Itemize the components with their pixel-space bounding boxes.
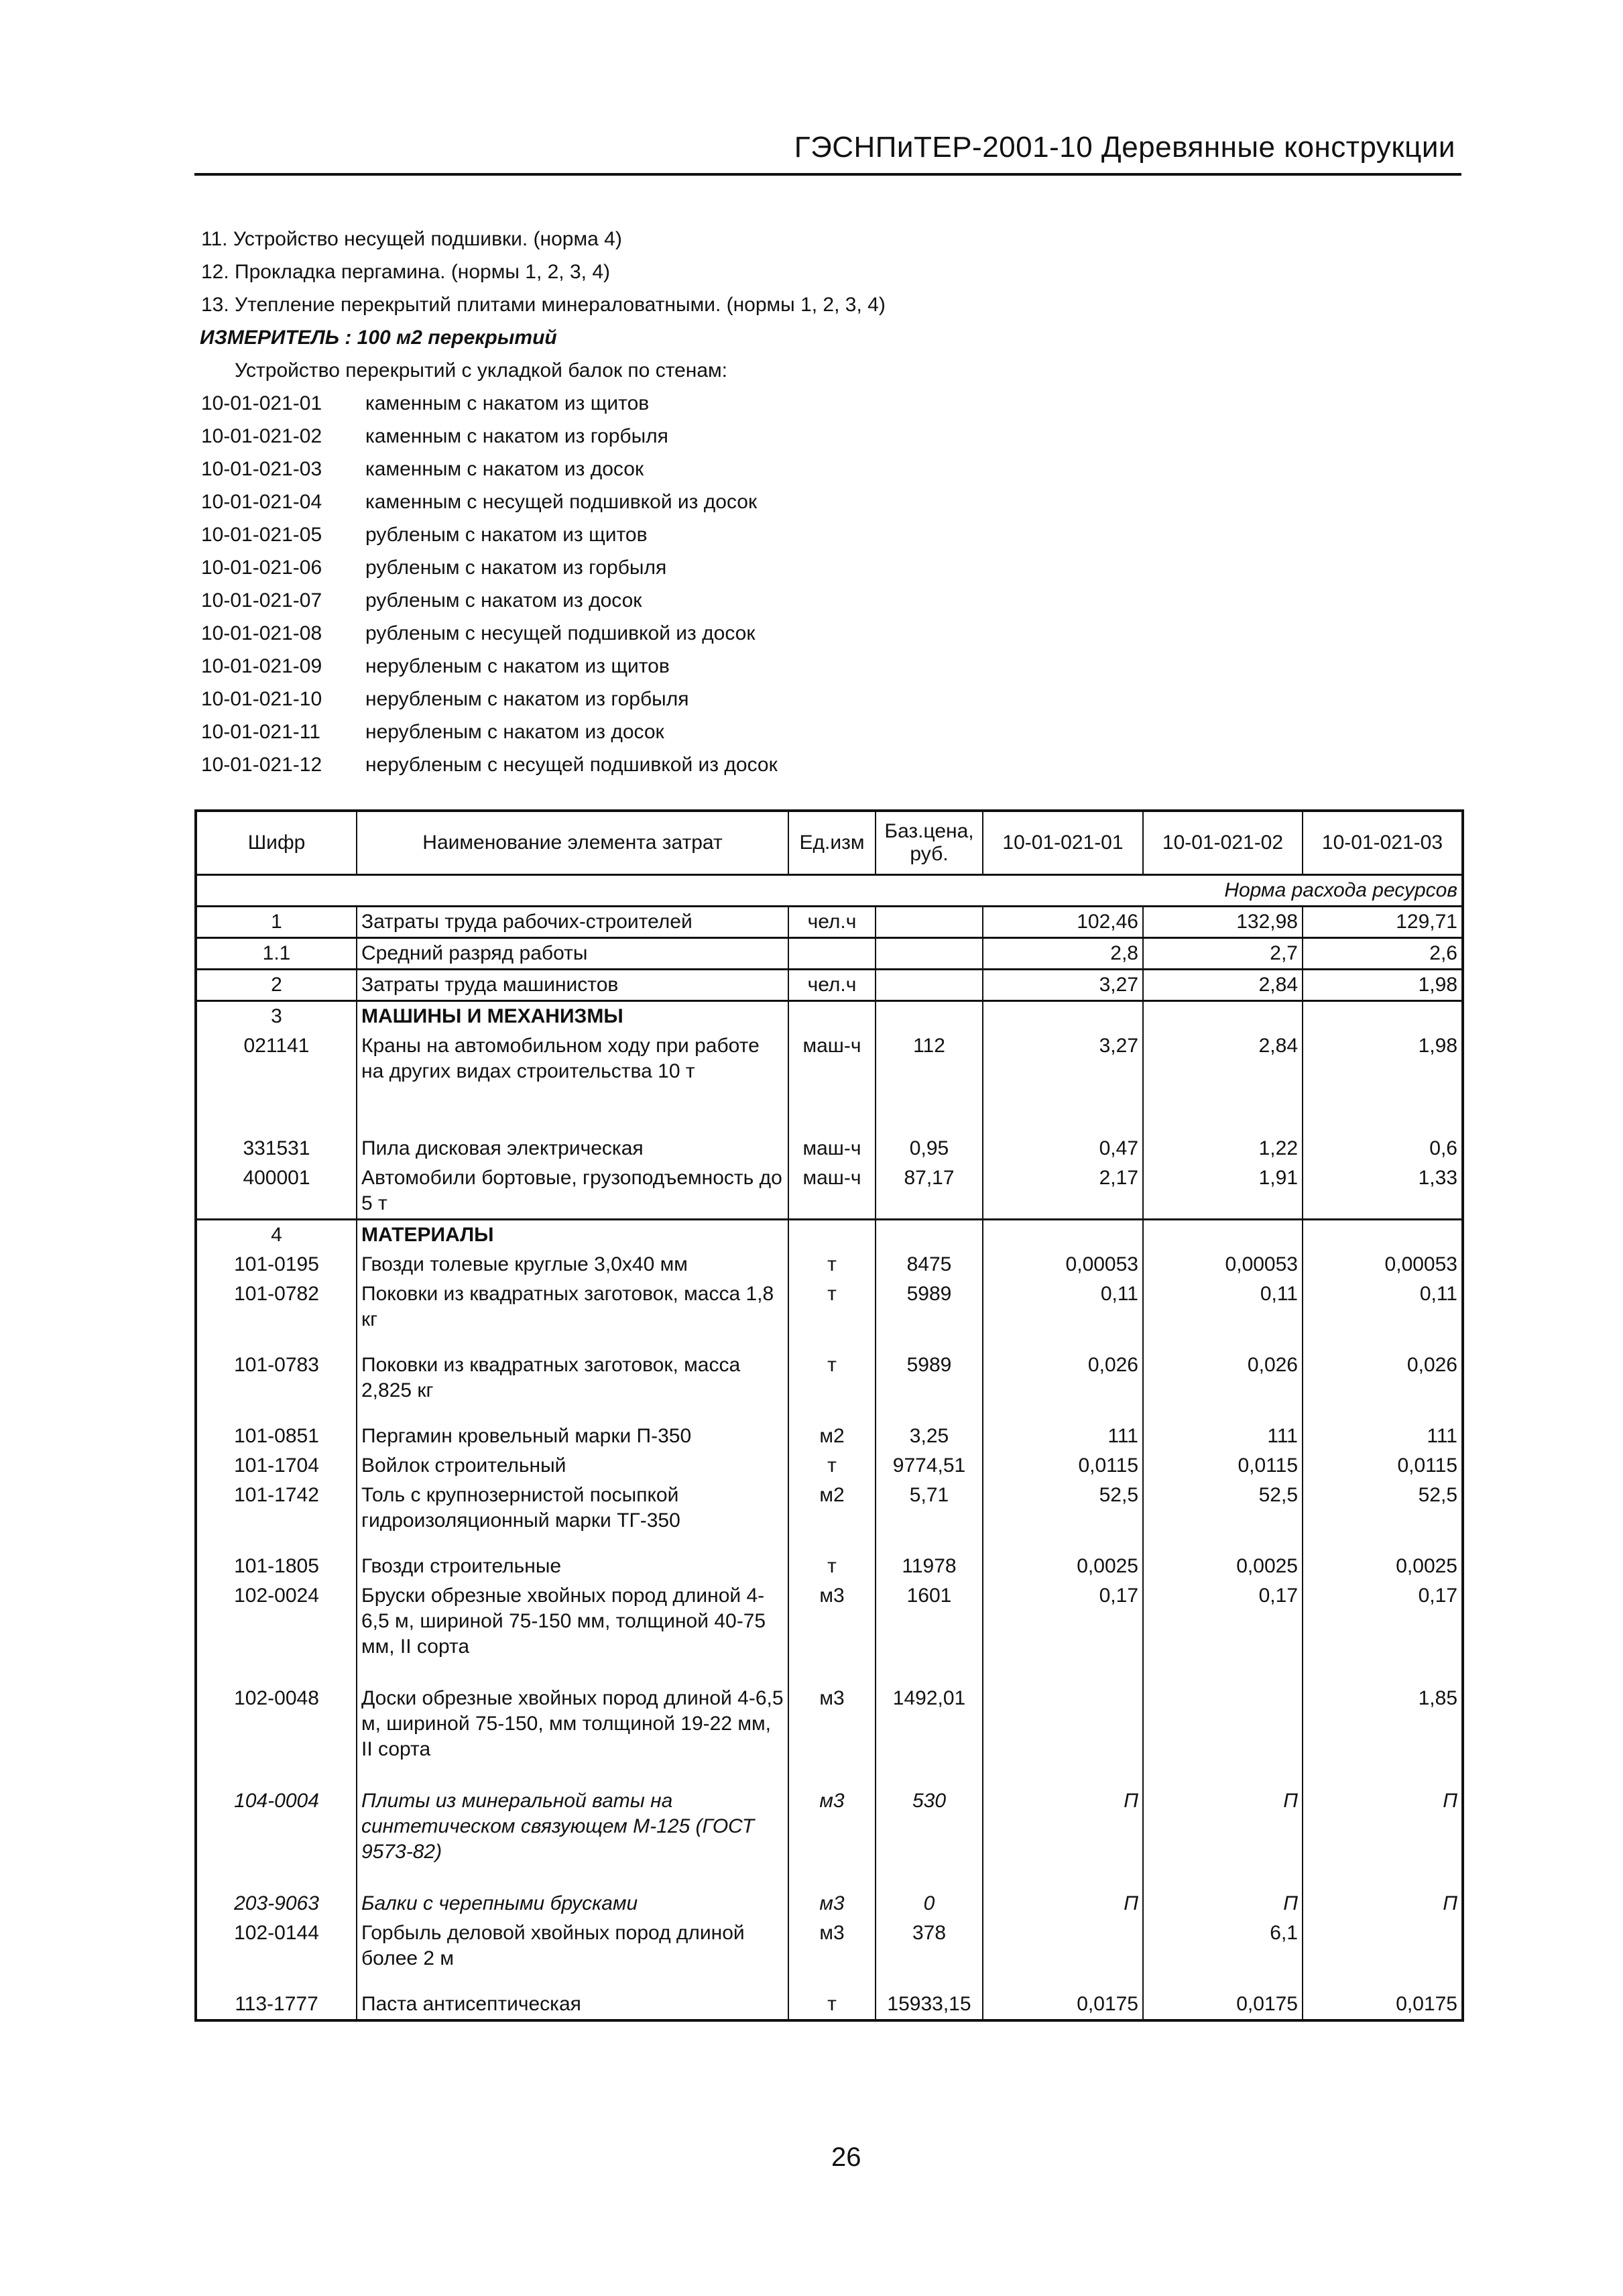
cell-unit: чел.ч: [788, 907, 876, 938]
cell-norm-3: 0,11: [1303, 1279, 1463, 1351]
norm-code: 10-01-021-09: [201, 655, 322, 677]
cell-norm-1: 0,00053: [983, 1250, 1143, 1279]
norm-list: [201, 387, 886, 781]
table-row: [196, 1134, 1463, 1163]
norm-list-item: [201, 617, 886, 650]
cell-code: 104-0004: [196, 1786, 357, 1889]
norm-description: нерубленым с накатом из щитов: [365, 655, 670, 677]
table-row: [196, 1351, 1463, 1422]
cell-norm-3: 1,33: [1303, 1163, 1463, 1220]
cell-name: Средний разряд работы: [357, 938, 788, 970]
cell-unit: м3: [788, 1786, 876, 1889]
cell-unit: т: [788, 1250, 876, 1279]
norm-code: 10-01-021-11: [201, 721, 320, 743]
cell-norm-3: 0,0025: [1303, 1552, 1463, 1581]
cell-price: 0,95: [876, 1134, 983, 1163]
norm-code: 10-01-021-01: [201, 392, 322, 414]
cell-unit: м3: [788, 1684, 876, 1786]
cell-norm-2: П: [1143, 1786, 1303, 1889]
cell-norm-1: [983, 1918, 1143, 1990]
norm-description: каменным с накатом из щитов: [365, 392, 650, 414]
cell-norm-1: 0,0175: [983, 1990, 1143, 2020]
cell-code: 400001: [196, 1163, 357, 1220]
cell-code: 101-1742: [196, 1481, 357, 1552]
cell-code: 203-9063: [196, 1889, 357, 1918]
cell-price: 15933,15: [876, 1990, 983, 2020]
table-row: [196, 1581, 1463, 1684]
table-row: [196, 1684, 1463, 1786]
norm-description: рубленым с накатом из щитов: [365, 524, 648, 546]
cell-norm-1: 102,46: [983, 907, 1143, 938]
cell-norm-1: 3,27: [983, 1031, 1143, 1134]
norm-list-item: [201, 584, 886, 617]
cell-norm-2: 0,00053: [1143, 1250, 1303, 1279]
table-row: [196, 1001, 1463, 1032]
cell-price: 1492,01: [876, 1684, 983, 1786]
cell-norm-2: 6,1: [1143, 1918, 1303, 1990]
cell-norm-3: [1303, 1918, 1463, 1990]
norm-list-item: [201, 715, 886, 748]
cell-price: 5989: [876, 1351, 983, 1422]
cell-price: 530: [876, 1786, 983, 1889]
cell-norm-3: 1,98: [1303, 1031, 1463, 1134]
cell-price: [876, 938, 983, 970]
cell-norm-1: 3,27: [983, 970, 1143, 1001]
cell-norm-3: 2,6: [1303, 938, 1463, 970]
cell-code: 021141: [196, 1031, 357, 1134]
cell-norm-3: 0,0175: [1303, 1990, 1463, 2020]
cell-unit: м3: [788, 1889, 876, 1918]
cell-norm-2: 0,0115: [1143, 1451, 1303, 1481]
norm-list-item: [201, 748, 886, 781]
cell-norm-3: 0,6: [1303, 1134, 1463, 1163]
cell-code: 101-0782: [196, 1279, 357, 1351]
table-row: [196, 1250, 1463, 1279]
cell-name: Пила дисковая электрическая: [357, 1134, 788, 1163]
table-row: [196, 1918, 1463, 1990]
cell-norm-3: П: [1303, 1786, 1463, 1889]
norm-description: нерубленым с несущей подшивкой из досок: [365, 754, 778, 776]
cell-code: 101-1805: [196, 1552, 357, 1581]
table-row: [196, 1031, 1463, 1134]
cell-price: 0: [876, 1889, 983, 1918]
cell-name: Балки с черепными брусками: [357, 1889, 788, 1918]
cell-code: 101-0851: [196, 1422, 357, 1451]
cell-name: МАТЕРИАЛЫ: [357, 1220, 788, 1251]
norm-list-item: [201, 683, 886, 715]
norm-code: 10-01-021-08: [201, 622, 322, 644]
norm-code: 10-01-021-02: [201, 425, 322, 447]
resource-table: [194, 809, 1464, 2022]
cell-name: Затраты труда рабочих-строителей: [357, 907, 788, 938]
cell-norm-1: 0,026: [983, 1351, 1143, 1422]
col-header-unit: Ед.изм: [788, 811, 876, 875]
table-row: [196, 1422, 1463, 1451]
cell-norm-3: [1303, 1001, 1463, 1032]
norm-code: 10-01-021-05: [201, 524, 322, 546]
cell-code: 3: [196, 1001, 357, 1032]
cell-unit: м2: [788, 1422, 876, 1451]
cell-name: Поковки из квадратных заготовок, масса 1,8 кг: [357, 1279, 788, 1351]
cell-norm-3: 52,5: [1303, 1481, 1463, 1552]
cell-norm-1: 2,8: [983, 938, 1143, 970]
cell-code: 102-0024: [196, 1581, 357, 1684]
cell-norm-3: 1,98: [1303, 970, 1463, 1001]
col-header-norm-3: 10-01-021-03: [1303, 811, 1463, 875]
table-row: [196, 1481, 1463, 1552]
col-header-price: Баз.цена, руб.: [876, 811, 983, 875]
col-header-code: Шифр: [196, 811, 357, 875]
cell-name: Войлок строительный: [357, 1451, 788, 1481]
cell-unit: маш-ч: [788, 1163, 876, 1220]
cell-norm-2: [1143, 1001, 1303, 1032]
cell-unit: маш-ч: [788, 1031, 876, 1134]
cell-norm-2: 0,11: [1143, 1279, 1303, 1351]
cell-norm-3: [1303, 1220, 1463, 1251]
cell-unit: т: [788, 1279, 876, 1351]
cell-unit: т: [788, 1552, 876, 1581]
intro-item: 13. Утепление перекрытий плитами минераловатными. (нормы 1, 2, 3, 4): [201, 294, 886, 316]
cell-price: 112: [876, 1031, 983, 1134]
cell-unit: м3: [788, 1918, 876, 1990]
cell-name: Горбыль деловой хвойных пород длиной более 2 м: [357, 1918, 788, 1990]
table-row: [196, 1552, 1463, 1581]
norm-code: 10-01-021-10: [201, 688, 322, 710]
cell-code: 331531: [196, 1134, 357, 1163]
cell-norm-2: 2,84: [1143, 970, 1303, 1001]
cell-code: 2: [196, 970, 357, 1001]
table-row: [196, 1220, 1463, 1251]
cell-name: Плиты из минеральной ваты на синтетическом связующем М-125 (ГОСТ 9573-82): [357, 1786, 788, 1889]
cell-norm-2: [1143, 1220, 1303, 1251]
cell-name: Гвозди строительные: [357, 1552, 788, 1581]
cell-name: Затраты труда машинистов: [357, 970, 788, 1001]
cell-name: Поковки из квадратных заготовок, масса 2,825 кг: [357, 1351, 788, 1422]
cell-norm-1: 0,0025: [983, 1552, 1143, 1581]
cell-code: 101-1704: [196, 1451, 357, 1481]
cell-price: 87,17: [876, 1163, 983, 1220]
table-body: [196, 907, 1463, 2021]
cell-name: Паста антисептическая: [357, 1990, 788, 2020]
intro-item: 12. Прокладка пергамина. (нормы 1, 2, 3, 4): [201, 261, 611, 283]
cell-norm-3: П: [1303, 1889, 1463, 1918]
norm-description: рубленым с несущей подшивкой из досок: [365, 622, 756, 644]
cell-norm-3: 111: [1303, 1422, 1463, 1451]
norm-code: 10-01-021-12: [201, 754, 322, 776]
cell-norm-2: 0,0175: [1143, 1990, 1303, 2020]
cell-norm-2: 52,5: [1143, 1481, 1303, 1552]
cell-unit: м2: [788, 1481, 876, 1552]
norm-code: 10-01-021-07: [201, 589, 322, 612]
cell-norm-3: 0,0115: [1303, 1451, 1463, 1481]
table-row: [196, 938, 1463, 970]
cell-code: 102-0144: [196, 1918, 357, 1990]
col-header-name: Наименование элемента затрат: [357, 811, 788, 875]
norm-description: каменным с несущей подшивкой из досок: [365, 491, 758, 513]
norm-code: 10-01-021-06: [201, 557, 322, 579]
cell-norm-2: 2,84: [1143, 1031, 1303, 1134]
cell-price: [876, 1001, 983, 1032]
norm-description: рубленым с накатом из горбыля: [365, 557, 667, 579]
norm-description: нерубленым с накатом из горбыля: [365, 688, 689, 710]
cell-norm-1: [983, 1684, 1143, 1786]
cell-price: 5989: [876, 1279, 983, 1351]
norm-description: нерубленым с накатом из досок: [365, 721, 664, 743]
norm-list-item: [201, 518, 886, 551]
norm-description: рубленым с накатом из досок: [365, 589, 642, 612]
cell-price: 1601: [876, 1581, 983, 1684]
col-header-norm-1: 10-01-021-01: [983, 811, 1143, 875]
intro-subtitle: Устройство перекрытий с укладкой балок по стенам:: [235, 359, 727, 382]
cell-unit: м3: [788, 1581, 876, 1684]
norm-label-row: [196, 875, 1463, 907]
cell-code: 1.1: [196, 938, 357, 970]
norm-description: каменным с накатом из досок: [365, 458, 644, 480]
cell-norm-1: 0,11: [983, 1279, 1143, 1351]
cell-norm-2: 132,98: [1143, 907, 1303, 938]
intro-block: [201, 223, 886, 781]
cell-name: Автомобили бортовые, грузоподъемность до 5 т: [357, 1163, 788, 1220]
cell-norm-1: 2,17: [983, 1163, 1143, 1220]
cell-norm-2: 0,17: [1143, 1581, 1303, 1684]
table-row: [196, 1279, 1463, 1351]
table-header-row: [196, 811, 1463, 875]
cell-price: 378: [876, 1918, 983, 1990]
cell-norm-1: [983, 1001, 1143, 1032]
cell-name: Пергамин кровельный марки П-350: [357, 1422, 788, 1451]
cell-unit: т: [788, 1990, 876, 2020]
norm-description: каменным с накатом из горбыля: [365, 425, 668, 447]
cell-norm-2: 0,0025: [1143, 1552, 1303, 1581]
table-row: [196, 1163, 1463, 1220]
norm-list-item: [201, 453, 886, 485]
norm-label: Норма расхода ресурсов: [196, 875, 1463, 907]
cell-norm-1: 52,5: [983, 1481, 1143, 1552]
cell-norm-1: 0,17: [983, 1581, 1143, 1684]
cell-code: 113-1777: [196, 1990, 357, 2020]
cell-name: Толь с крупнозернистой посыпкой гидроизоляционный марки ТГ-350: [357, 1481, 788, 1552]
measurement-unit: ИЗМЕРИТЕЛЬ : 100 м2 перекрытий: [200, 327, 557, 349]
cell-unit: т: [788, 1351, 876, 1422]
cell-norm-1: 0,0115: [983, 1451, 1143, 1481]
cell-norm-2: 2,7: [1143, 938, 1303, 970]
cell-norm-2: 0,026: [1143, 1351, 1303, 1422]
cell-code: 102-0048: [196, 1684, 357, 1786]
table-row: [196, 1889, 1463, 1918]
col-header-norm-2: 10-01-021-02: [1143, 811, 1303, 875]
cell-price: [876, 907, 983, 938]
norm-list-item: [201, 387, 886, 420]
norm-list-item: [201, 485, 886, 518]
cell-price: 3,25: [876, 1422, 983, 1451]
table-row: [196, 1451, 1463, 1481]
cell-norm-1: П: [983, 1786, 1143, 1889]
cell-norm-3: 0,17: [1303, 1581, 1463, 1684]
cell-code: 1: [196, 907, 357, 938]
cell-unit: т: [788, 1451, 876, 1481]
cell-norm-3: 0,026: [1303, 1351, 1463, 1422]
cell-code: 101-0195: [196, 1250, 357, 1279]
cell-norm-2: 111: [1143, 1422, 1303, 1451]
cell-price: [876, 970, 983, 1001]
cell-price: 8475: [876, 1250, 983, 1279]
table-row: [196, 1786, 1463, 1889]
cell-price: 5,71: [876, 1481, 983, 1552]
norm-list-item: [201, 420, 886, 453]
cell-price: 11978: [876, 1552, 983, 1581]
norm-list-item: [201, 650, 886, 683]
cell-name: Бруски обрезные хвойных пород длиной 4-6,5 м, шириной 75-150 мм, толщиной 40-75 мм, II сорта: [357, 1581, 788, 1684]
cell-norm-1: 0,47: [983, 1134, 1143, 1163]
table-row: [196, 970, 1463, 1001]
cell-name: Доски обрезные хвойных пород длиной 4-6,5 м, шириной 75-150, мм толщиной 19-22 мм, II сорта: [357, 1684, 788, 1786]
norm-list-item: [201, 551, 886, 584]
table-row: [196, 1990, 1463, 2020]
cell-unit: маш-ч: [788, 1134, 876, 1163]
cell-norm-3: 1,85: [1303, 1684, 1463, 1786]
cell-name: МАШИНЫ И МЕХАНИЗМЫ: [357, 1001, 788, 1032]
intro-item: 11. Устройство несущей подшивки. (норма 4): [201, 228, 622, 250]
page-header-title: ГЭСНПиТЕР-2001-10 Деревянные конструкции: [794, 131, 1455, 164]
norm-code: 10-01-021-04: [201, 491, 322, 513]
cell-norm-1: 111: [983, 1422, 1143, 1451]
cell-price: 9774,51: [876, 1451, 983, 1481]
cell-unit: чел.ч: [788, 970, 876, 1001]
table-row: [196, 907, 1463, 938]
page-number: 26: [831, 2142, 861, 2172]
cell-name: Гвозди толевые круглые 3,0х40 мм: [357, 1250, 788, 1279]
norm-code: 10-01-021-03: [201, 458, 322, 480]
cell-norm-2: 1,91: [1143, 1163, 1303, 1220]
cell-norm-2: [1143, 1684, 1303, 1786]
header-rule: [194, 173, 1461, 176]
cell-code: 4: [196, 1220, 357, 1251]
cell-norm-2: П: [1143, 1889, 1303, 1918]
cell-unit: [788, 1001, 876, 1032]
cell-name: Краны на автомобильном ходу при работе на других видах строительства 10 т: [357, 1031, 788, 1134]
cell-norm-3: 0,00053: [1303, 1250, 1463, 1279]
cell-norm-3: 129,71: [1303, 907, 1463, 938]
cell-code: 101-0783: [196, 1351, 357, 1422]
cell-norm-1: [983, 1220, 1143, 1251]
cell-unit: [788, 938, 876, 970]
cell-unit: [788, 1220, 876, 1251]
cell-norm-1: П: [983, 1889, 1143, 1918]
cell-price: [876, 1220, 983, 1251]
cell-norm-2: 1,22: [1143, 1134, 1303, 1163]
